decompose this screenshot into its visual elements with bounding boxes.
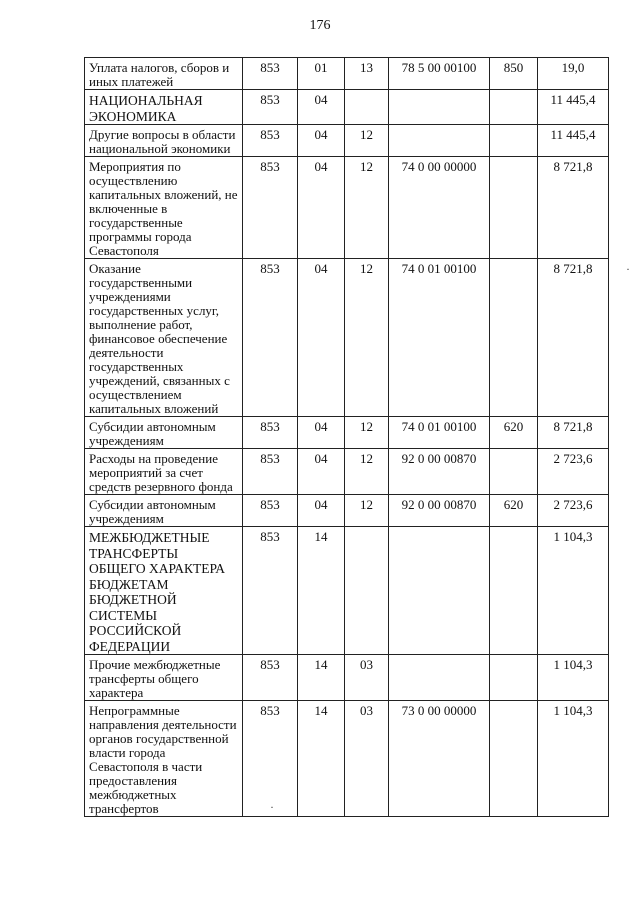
expense-name-cell: Субсидии автономным учреждениям (85, 417, 243, 449)
section-code-cell: 14 (298, 527, 345, 655)
expense-name-cell: МЕЖБЮДЖЕТНЫЕ ТРАНСФЕРТЫ ОБЩЕГО ХАРАКТЕРА БЮДЖЕТАМ БЮДЖЕТНОЙ СИСТЕМЫ РОССИЙСКОЙ ФЕДЕРАЦИИ (85, 527, 243, 655)
section-code-cell: 04 (298, 259, 345, 417)
target-item-code-cell: 74 0 01 00100 (389, 259, 490, 417)
subsection-code-cell: 03 (345, 655, 389, 701)
expense-type-code-cell (490, 655, 538, 701)
expense-type-code-cell (490, 157, 538, 259)
target-item-code-cell (389, 125, 490, 157)
expense-type-code-cell (490, 125, 538, 157)
scan-speck: · (270, 800, 274, 814)
department-code-cell: 853 (243, 125, 298, 157)
subsection-code-cell: 12 (345, 495, 389, 527)
table-row (85, 417, 609, 449)
expense-name-cell: Мероприятия по осуществлению капитальных вложений, не включенные в государственные программы города Севастополя (85, 157, 243, 259)
target-item-code-cell: 92 0 00 00870 (389, 495, 490, 527)
subsection-code-cell: 12 (345, 157, 389, 259)
department-code-cell: 853 (243, 495, 298, 527)
amount-cell: 8 721,8 (538, 157, 609, 259)
section-code-cell: 04 (298, 90, 345, 125)
subsection-code-cell: 12 (345, 449, 389, 495)
amount-cell: 8 721,8 (538, 259, 609, 417)
table-row (85, 90, 609, 125)
department-code-cell: 853 (243, 449, 298, 495)
subsection-code-cell: 03 (345, 701, 389, 817)
target-item-code-cell: 74 0 00 00000 (389, 157, 490, 259)
table-row (85, 495, 609, 527)
budget-table (84, 57, 609, 817)
expense-name-cell: Непрограммные направления деятельности органов государственной власти города Севастополя в части предоставления межбюджетных трансфертов (85, 701, 243, 817)
amount-cell: 1 104,3 (538, 527, 609, 655)
subsection-code-cell (345, 90, 389, 125)
expense-type-code-cell: 620 (490, 495, 538, 527)
scan-speck: · (626, 262, 630, 276)
table-row (85, 449, 609, 495)
subsection-code-cell: 12 (345, 259, 389, 417)
expense-type-code-cell (490, 527, 538, 655)
department-code-cell: 853 (243, 157, 298, 259)
department-code-cell: 853 (243, 527, 298, 655)
amount-cell: 2 723,6 (538, 449, 609, 495)
target-item-code-cell: 92 0 00 00870 (389, 449, 490, 495)
target-item-code-cell (389, 655, 490, 701)
page-number: 176 (309, 18, 331, 33)
amount-cell: 19,0 (538, 58, 609, 90)
subsection-code-cell (345, 527, 389, 655)
expense-type-code-cell (490, 701, 538, 817)
table-row (85, 259, 609, 417)
amount-cell: 11 445,4 (538, 125, 609, 157)
section-code-cell: 14 (298, 655, 345, 701)
expense-type-code-cell (490, 90, 538, 125)
department-code-cell: 853 (243, 701, 298, 817)
table-row (85, 655, 609, 701)
amount-cell: 1 104,3 (538, 701, 609, 817)
expense-name-cell: НАЦИОНАЛЬНАЯ ЭКОНОМИКА (85, 90, 243, 125)
expense-name-cell: Уплата налогов, сборов и иных платежей (85, 58, 243, 90)
target-item-code-cell: 73 0 00 00000 (389, 701, 490, 817)
expense-type-code-cell: 620 (490, 417, 538, 449)
amount-cell: 11 445,4 (538, 90, 609, 125)
department-code-cell: 853 (243, 259, 298, 417)
section-code-cell: 04 (298, 417, 345, 449)
department-code-cell: 853 (243, 655, 298, 701)
section-code-cell: 14 (298, 701, 345, 817)
section-code-cell: 04 (298, 495, 345, 527)
table-row (85, 157, 609, 259)
target-item-code-cell: 74 0 01 00100 (389, 417, 490, 449)
section-code-cell: 04 (298, 449, 345, 495)
target-item-code-cell (389, 527, 490, 655)
table-row (85, 58, 609, 90)
expense-type-code-cell (490, 259, 538, 417)
expense-name-cell: Оказание государственными учреждениями государственных услуг, выполнение работ, финансовое обеспечение деятельности государственных учреждений, связанных с осуществлением капитальных вложений (85, 259, 243, 417)
table-row (85, 125, 609, 157)
subsection-code-cell: 12 (345, 417, 389, 449)
target-item-code-cell: 78 5 00 00100 (389, 58, 490, 90)
table-row (85, 701, 609, 817)
expense-name-cell: Другие вопросы в области национальной экономики (85, 125, 243, 157)
amount-cell: 1 104,3 (538, 655, 609, 701)
subsection-code-cell: 13 (345, 58, 389, 90)
amount-cell: 8 721,8 (538, 417, 609, 449)
expense-type-code-cell (490, 449, 538, 495)
section-code-cell: 01 (298, 58, 345, 90)
department-code-cell: 853 (243, 417, 298, 449)
expense-name-cell: Субсидии автономным учреждениям (85, 495, 243, 527)
expense-name-cell: Прочие межбюджетные трансферты общего характера (85, 655, 243, 701)
table-row (85, 527, 609, 655)
subsection-code-cell: 12 (345, 125, 389, 157)
section-code-cell: 04 (298, 125, 345, 157)
department-code-cell: 853 (243, 58, 298, 90)
expense-name-cell: Расходы на проведение мероприятий за счет средств резервного фонда (85, 449, 243, 495)
target-item-code-cell (389, 90, 490, 125)
expense-type-code-cell: 850 (490, 58, 538, 90)
amount-cell: 2 723,6 (538, 495, 609, 527)
section-code-cell: 04 (298, 157, 345, 259)
department-code-cell: 853 (243, 90, 298, 125)
